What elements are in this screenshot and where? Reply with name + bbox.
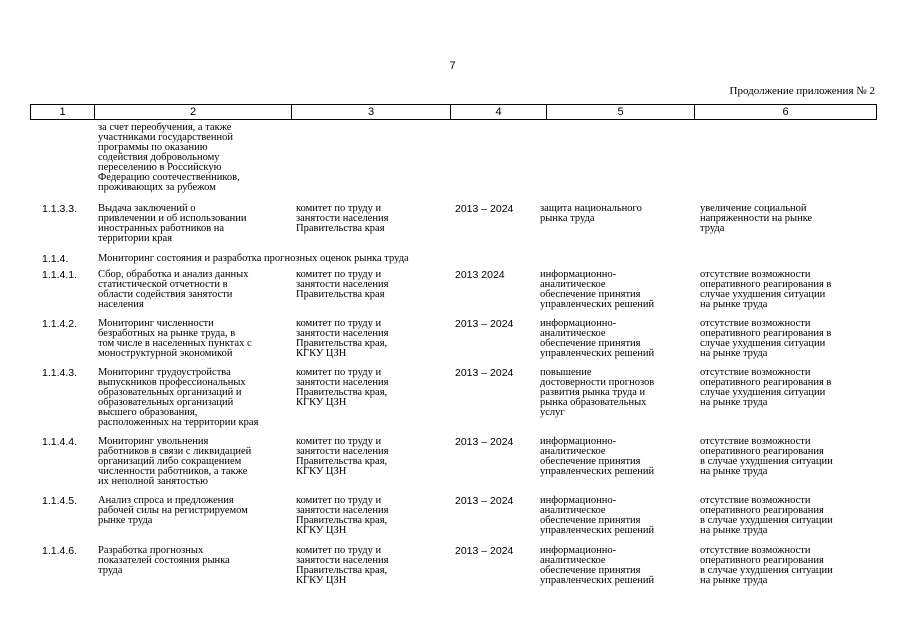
consequence: отсутствие возможности оперативного реагирования в случае ухудшения ситуации на рынке труда xyxy=(700,269,832,310)
consequence: отсутствие возможности оперативного реагирования в случае ухудшения ситуации на рынке труда xyxy=(700,545,833,586)
header-col-3: 3 xyxy=(291,105,450,119)
row-number: 1.1.4.6. xyxy=(42,545,78,557)
row-number: 1.1.4.1. xyxy=(42,269,78,281)
activity-name: Разработка прогнозных показателей состояния рынка труда xyxy=(98,545,230,576)
executor: комитет по труду и занятости населения Правительства края, КГКУ ЦЗН xyxy=(296,318,389,359)
header-col-6: 6 xyxy=(694,105,876,119)
header-col-4: 4 xyxy=(450,105,546,119)
consequence: увеличение социальной напряженности на рынке труда xyxy=(700,203,813,234)
term: 2013 – 2024 xyxy=(455,436,514,448)
consequence: отсутствие возможности оперативного реагирования в случае ухудшения ситуации на рынке труда xyxy=(700,318,832,359)
row-number: 1.1.4.2. xyxy=(42,318,78,330)
consequence: отсутствие возможности оперативного реагирования в случае ухудшения ситуации на рынке труда xyxy=(700,367,832,408)
term: 2013 2024 xyxy=(455,269,505,281)
header-col-1: 1 xyxy=(59,106,66,118)
activity-name: Мониторинг увольнения работников в связи с ликвидацией организаций либо сокращением численности работников, а также их неполной занятостью xyxy=(98,436,252,487)
row-number: 1.1.3.3. xyxy=(42,203,78,215)
executor: комитет по труду и занятости населения Правительства края, КГКУ ЦЗН xyxy=(296,436,389,477)
row-number: 1.1.4.4. xyxy=(42,436,78,448)
header-col-5: 5 xyxy=(546,105,694,119)
expected-result: информационно- аналитическое обеспечение принятия управленческих решений xyxy=(540,545,655,586)
expected-result: информационно- аналитическое обеспечение принятия управленческих решений xyxy=(540,318,655,359)
activity-name: Анализ спроса и предложения рабочей силы на регистрируемом рынке труда xyxy=(98,495,248,526)
executor: комитет по труду и занятости населения Правительства края, КГКУ ЦЗН xyxy=(296,495,389,536)
row-number: 1.1.4. xyxy=(42,253,69,265)
term: 2013 – 2024 xyxy=(455,367,514,379)
activity-name: Мониторинг численности безработных на рынке труда, в том числе в населенных пунктах с моноструктурной экономикой xyxy=(98,318,252,359)
activity-name: Сбор, обработка и анализ данных статистической отчетности в области содействия занятости населения xyxy=(98,269,249,310)
executor: комитет по труду и занятости населения Правительства края, КГКУ ЦЗН xyxy=(296,545,389,586)
expected-result: повышение достоверности прогнозов развития рынка труда и рынка образовательных услуг xyxy=(540,367,655,418)
row-number: 1.1.4.3. xyxy=(42,367,78,379)
executor: комитет по труду и занятости населения Правительства края xyxy=(296,269,389,300)
activity-name: Мониторинг трудоустройства выпускников профессиональных образовательных организаций и образовательных организаций высшего образования, расположенных на территории края xyxy=(98,367,259,428)
executor: комитет по труду и занятости населения Правительства края xyxy=(296,203,389,234)
term: 2013 – 2024 xyxy=(455,318,514,330)
executor: комитет по труду и занятости населения Правительства края, КГКУ ЦЗН xyxy=(296,367,389,408)
activity-name: Выдача заключений о привлечении и об использовании иностранных работников на территории края xyxy=(98,203,247,244)
term: 2013 – 2024 xyxy=(455,545,514,557)
expected-result: защита национального рынка труда xyxy=(540,203,642,224)
term: 2013 – 2024 xyxy=(455,203,514,215)
consequence: отсутствие возможности оперативного реагирования в случае ухудшения ситуации на рынке труда xyxy=(700,495,833,536)
page-number: 7 xyxy=(449,60,456,72)
table-header xyxy=(30,104,877,120)
expected-result: информационно- аналитическое обеспечение принятия управленческих решений xyxy=(540,436,655,477)
activity-name: за счет переобучения, а также участниками государственной программы по оказанию содействия добровольному переселению в Российскую Федерацию соотечественников, проживающих за рубежом xyxy=(98,122,240,193)
row-number: 1.1.4.5. xyxy=(42,495,78,507)
section-title: Мониторинг состояния и разработка прогнозных оценок рынка труда xyxy=(98,253,409,264)
term: 2013 – 2024 xyxy=(455,495,514,507)
expected-result: информационно- аналитическое обеспечение принятия управленческих решений xyxy=(540,269,655,310)
expected-result: информационно- аналитическое обеспечение принятия управленческих решений xyxy=(540,495,655,536)
continuation-label: Продолжение приложения № 2 xyxy=(729,85,875,97)
header-col-2: 2 xyxy=(94,105,291,119)
consequence: отсутствие возможности оперативного реагирования в случае ухудшения ситуации на рынке труда xyxy=(700,436,833,477)
